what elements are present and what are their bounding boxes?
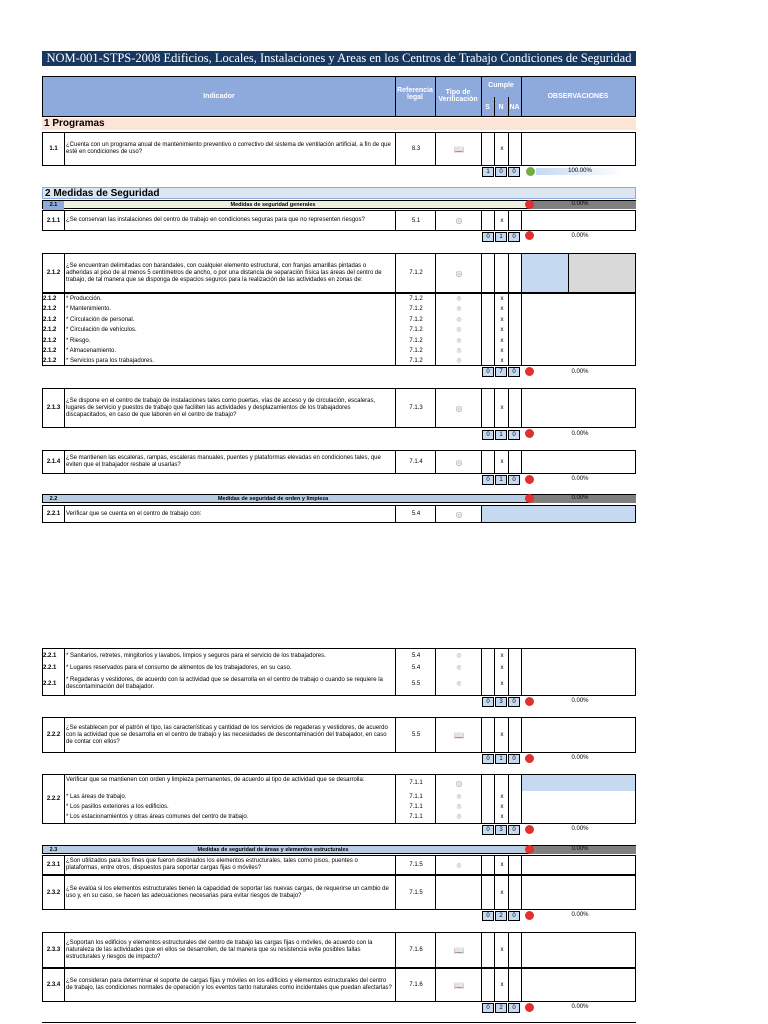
header-n: N bbox=[498, 104, 504, 111]
header-referencia: Referencia legal bbox=[397, 87, 433, 101]
subsection-2-2: 2.2 Medidas de seguridad de orden y limpieza bbox=[42, 494, 636, 503]
row-ref: 8.3 bbox=[395, 133, 436, 165]
row-text: ¿Cuenta con un programa anual de mantenimiento preventivo o correctivo del sistema de ventilación artificial, a fin de que esté en condiciones de uso? bbox=[66, 142, 391, 155]
inspection-icon: ◎ bbox=[435, 451, 482, 473]
header-observaciones: OBSERVACIONES bbox=[547, 93, 609, 100]
header-na: NA bbox=[509, 104, 520, 111]
table-row: 2.1.1 ¿Se conservan las instalaciones del centro de trabajo en condiciones seguras para que no representen riesgos? 5.1 ◎ x bbox=[42, 210, 636, 231]
table-row-group: 2.1.2 2.1.2 2.1.2 2.1.2 2.1.2 2.1.2 2.1.2 * Producción. * Mantenimiento. * Circulación de personal. * Circulación de vehículos. * Riesgo. * Almacenamiento. * Servicios para los trabajadores. 7.1.2 7.1.2 7.1.2 7.1.2 7.1.2 7.1.2 7.1.2 ◎ ◎ ◎ ◎ ◎ ◎ ◎ x x x x x x x bbox=[42, 293, 636, 366]
table-header bbox=[42, 76, 636, 117]
inspection-icon: ◎ bbox=[435, 254, 482, 292]
status-dot bbox=[526, 167, 535, 176]
table-row: 2.3.3 ¿Soportan los edificios y elementos estructurales del centro de trabajo las cargas fijas o móviles, de acuerdo con la naturaleza de las actividades que en ellos se desarrollen, de tal manera que su resistencia evite posibles fallas estructurales y riesgos de impacto? 7.1.6 📖 x bbox=[42, 932, 636, 968]
section-programas: 1 Programas bbox=[42, 118, 636, 130]
table-row-group: 2.2.2 Verificar que se mantienen con orden y limpieza permanentes, de acuerdo al tipo de actividad que se desarrolla: * Las áreas de trabajo. * Los pasillos exteriores a los edificios. * Los estacionamientos y otras áreas comunes del centro de trabajo. 7.1.1 7.1.1 7.1.1 7.1.1 ◎ ◎ ◎ ◎ x x x bbox=[42, 774, 636, 824]
table-row: 2.1.4 ¿Se mantienen las escaleras, rampas, escaleras manuales, puentes y plataformas elevadas en condiciones tales, que eviten que el trabajador resbale al usarlas? 7.1.4 ◎ x bbox=[42, 450, 636, 474]
table-row: 2.3.4 ¿Se consideran para determinar el soporte de cargas fijas y móviles en los edificios y elementos estructurales del centro de trabajo, las condiciones normales de operación y los eventos tanto naturales como incidentales que puedan afectarlas? 7.1.6 📖 x bbox=[42, 968, 636, 1002]
book-icon: 📖 bbox=[435, 718, 482, 752]
inspection-icon: ◎ bbox=[435, 856, 482, 874]
subsection-2-1: 2.1 Medidas de seguridad generales bbox=[42, 200, 636, 209]
percent: 100.00% bbox=[568, 168, 592, 174]
row-number: 1.1 bbox=[43, 133, 65, 165]
table-row: 2.2.1 Verificar que se cuenta en el centro de trabajo con: 5.4 ◎ bbox=[42, 505, 636, 523]
totals-row: 1 0 0 bbox=[482, 167, 521, 175]
header-tipo: Tipo de Verificación bbox=[438, 89, 478, 103]
book-icon: 📖 bbox=[435, 133, 482, 165]
table-row: 2.2.2 ¿Se establecen por el patrón el tipo, las características y cantidad de los servicios de regaderas y vestidores, de acuerdo con la actividad que se desarrolla en el centro de trabajo y las necesidades de descontaminación del trabajador, en caso de contar con ellos? 5.5 📖 x bbox=[42, 717, 636, 753]
subsection-2-3: 2.3 Medidas de seguridad de áreas y elementos estructurales bbox=[42, 845, 636, 854]
mark-cell: x bbox=[494, 133, 509, 165]
header-s: S bbox=[485, 104, 490, 111]
inspection-icon: ◎ bbox=[435, 506, 482, 522]
book-icon: 📖 bbox=[435, 969, 482, 1001]
status-dot bbox=[525, 200, 534, 209]
inspection-icon: ◎ bbox=[435, 211, 482, 230]
table-row: 2.3.2 ¿Se evalúa si los elementos estructurales tienen la capacidad de soportar las nuevas cargas, de requerirse un cambio de uso y, en su caso, se hacen las adecuaciones necesarias para evitar riesgos de trabajo? 7.1.5 x bbox=[42, 875, 636, 910]
page-title: NOM-001-STPS-2008 Edificios, Locales, Instalaciones y Areas en los Centros de Trabajo Condiciones de Seguridad bbox=[42, 51, 636, 66]
section-medidas: 2 Medidas de Seguridad bbox=[42, 187, 636, 199]
table-row bbox=[42, 132, 636, 166]
table-row: 2.1.3 ¿Se dispone en el centro de trabajo de instalaciones tales como puertas, vías de acceso y de circulación, escaleras, lugares de servicio y puestos de trabajo que faciliten las actividades y desplazamientos de los trabajadores discapacitados, en caso de que laboren en el centro de trabajo? 7.1.3 ◎ x bbox=[42, 388, 636, 428]
table-row-group: 2.2.1 2.2.1 2.2.1 * Sanitarios, retretes, mingitorios y lavabos, limpios y seguros para el servicio de los trabajadores. * Lugares reservados para el consumo de alimentos de los trabajadores, en su caso. * Regaderas y vestidores, de acuerdo con la actividad que se desarrolla en el centro de trabajo o cuando se requiere la descontaminación del trabajador. 5.4 5.4 5.5 ◎ ◎ ◎ x x x bbox=[42, 648, 636, 696]
table-row: 2.3.1 ¿Son utilizados para los fines que fueron destinados los elementos estructurales, tales como pisos, puentes o plataformas, entre otros, dispuestos para soportar cargas fijas o móviles? 7.1.5 ◎ x bbox=[42, 855, 636, 875]
inspection-icon: ◎ bbox=[435, 389, 482, 427]
header-indicador: Indicador bbox=[203, 93, 235, 100]
book-icon: 📖 bbox=[435, 933, 482, 967]
header-cumple: Cumple bbox=[488, 82, 514, 89]
table-row: 2.1.2 ¿Se encuentran delimitadas con barandales, con cualquier elemento estructural, con franjas amarillas pintadas o adheridas al piso de al menos 5 centímetros de ancho, o por una distancia de separación física las áreas del centro de trabajo, de tal manera que se disponga de espacios seguros para la realización de las actividades en zonas de: 7.1.2 ◎ bbox=[42, 253, 636, 293]
